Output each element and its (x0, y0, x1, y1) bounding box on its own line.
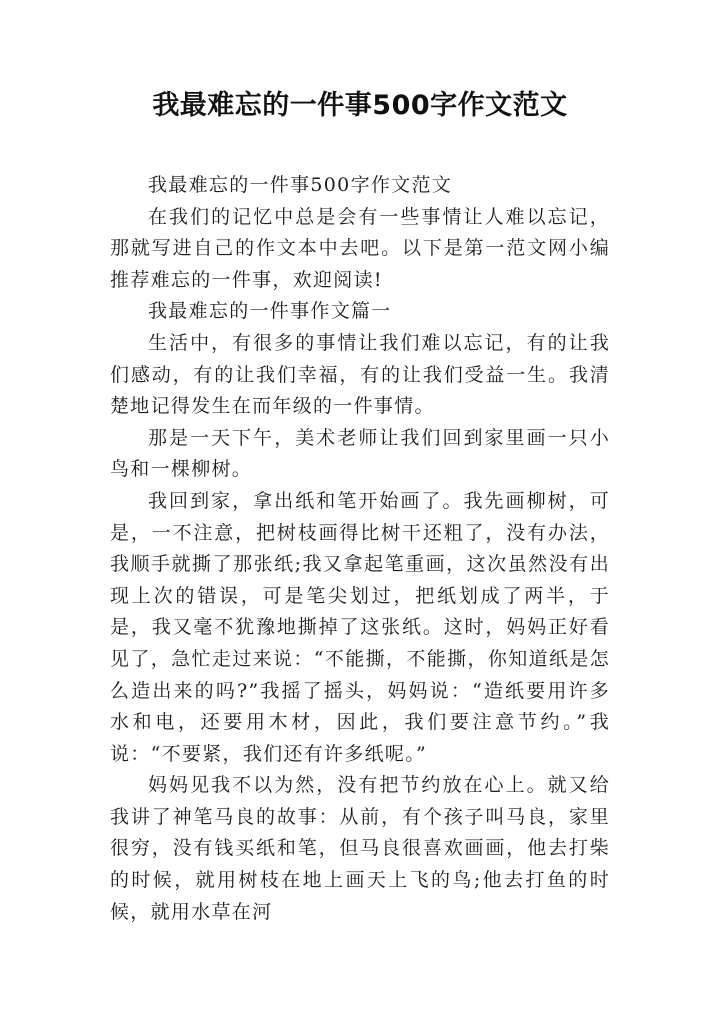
paragraph: 我最难忘的一件事500字作文范文 (148, 174, 453, 196)
document-body (110, 170, 610, 928)
paragraph: 生活中，有很多的事情让我们难以忘记，有的让我们感动，有的让我们幸福，有的让我们受益一生。我清楚地记得发生在而年级的一件事情。 (110, 331, 610, 418)
paragraph: 我回到家，拿出纸和笔开始画了。我先画柳树，可是，一不注意，把树枝画得比树干还粗了，没有办法，我顺手就撕了那张纸;我又拿起笔重画，这次虽然没有出现上次的错误，可是笔尖划过，把纸划成了两半，于是，我又毫不犹豫地撕掉了这张纸。这时，妈妈正好看见了，急忙走过来说：“不能撕，不能撕，你知道纸是怎么造出来的吗?”我摇了摇头，妈妈说：“造纸要用许多水和电，还要用木材，因此，我们要注意节约。”我说：“不要紧，我们还有许多纸呢。” (110, 489, 610, 765)
paragraph: 那是一天下午，美术老师让我们回到家里画一只小鸟和一棵柳树。 (110, 426, 610, 481)
paragraph: 我最难忘的一件事作文篇一 (148, 300, 392, 323)
paragraph: 妈妈见我不以为然，没有把节约放在心上。就又给我讲了神笔马良的故事：从前，有个孩子叫马良，家里很穷，没有钱买纸和笔，但马良很喜欢画画，他去打柴的时候，就用树枝在地上画天上飞的鸟;他去打鱼的时候，就用水草在河 (110, 774, 610, 923)
paragraph: 在我们的记忆中总是会有一些事情让人难以忘记，那就写进自己的作文本中去吧。以下是第一范文网小编推荐难忘的一件事，欢迎阅读! (110, 205, 610, 291)
document-title: 我最难忘的一件事500字作文范文 (152, 90, 568, 121)
